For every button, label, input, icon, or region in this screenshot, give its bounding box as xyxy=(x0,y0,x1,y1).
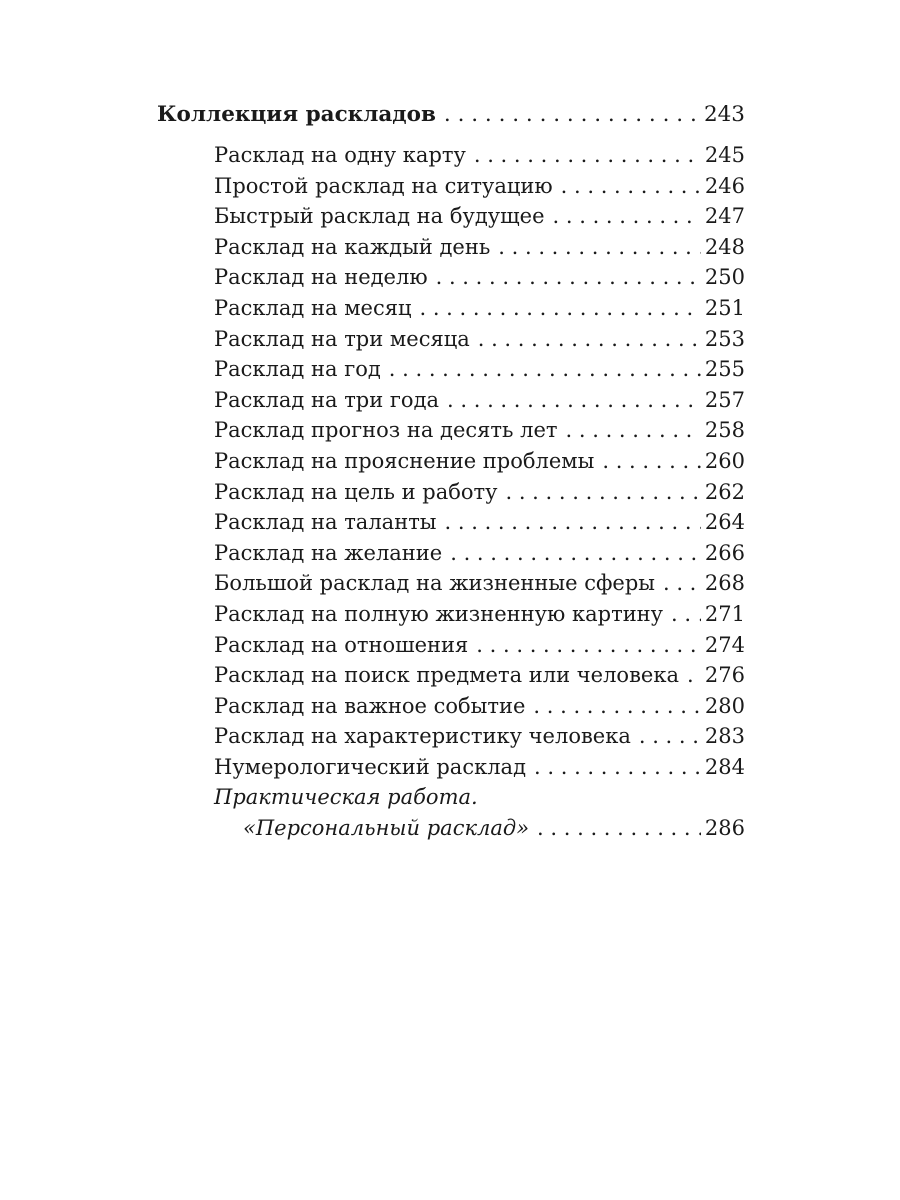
entry-page-number: 246 xyxy=(704,173,745,198)
toc-entry xyxy=(157,602,745,633)
entry-title: Расклад на прояснение проблемы xyxy=(214,448,595,473)
dot-leader xyxy=(687,663,701,687)
toc-entry xyxy=(157,174,745,205)
dot-leader xyxy=(389,357,701,381)
entry-title: Расклад на каждый день xyxy=(214,234,491,259)
entry-title: Большой расклад на жизненные сферы xyxy=(214,571,655,596)
entry-title: Расклад на неделю xyxy=(214,265,428,290)
dot-leader xyxy=(444,102,700,127)
toc-entry xyxy=(157,357,745,388)
entry-title: Расклад на одну карту xyxy=(214,143,466,167)
dot-leader xyxy=(476,633,701,657)
toc-entry xyxy=(157,541,745,572)
toc-entry xyxy=(157,327,745,358)
section-page-number: 243 xyxy=(703,102,745,127)
dot-leader xyxy=(474,143,701,167)
toc-entry xyxy=(157,510,745,541)
entry-page-number: 260 xyxy=(704,448,745,473)
entry-page-number: 255 xyxy=(704,357,745,382)
dot-leader xyxy=(498,235,701,259)
entry-title: Расклад на три месяца xyxy=(214,326,470,351)
entry-title: Расклад на желание xyxy=(214,540,443,565)
toc-entry xyxy=(157,449,745,480)
dot-leader xyxy=(450,541,701,565)
entry-page-number: 257 xyxy=(704,387,745,412)
entry-page-number: 253 xyxy=(704,326,745,351)
entry-title: Расклад на важное событие xyxy=(214,693,526,718)
entry-title: Расклад на год xyxy=(214,357,381,382)
entry-page-number: 251 xyxy=(704,295,745,320)
entry-page-number: 268 xyxy=(704,571,745,596)
entry-title: Нумерологический расклад xyxy=(214,754,527,779)
toc-entry xyxy=(157,143,745,174)
practical-title-line1: Практическая работа. xyxy=(214,785,478,810)
toc-entry xyxy=(157,480,745,511)
toc-entry xyxy=(157,204,745,235)
entry-title: Расклад на месяц xyxy=(214,295,412,320)
entry-title: Простой расклад на ситуацию xyxy=(214,173,553,198)
toc-entry xyxy=(157,296,745,327)
dot-leader xyxy=(534,755,701,779)
entry-title: Расклад на таланты xyxy=(214,510,437,535)
toc-entry xyxy=(157,418,745,449)
entry-title: Расклад на характеристику человека xyxy=(214,724,631,749)
dot-leader xyxy=(537,816,701,840)
toc-section-heading xyxy=(157,102,745,139)
dot-leader xyxy=(419,296,700,320)
entry-title: Расклад на три года xyxy=(214,387,440,412)
toc-practical-entry-line2 xyxy=(157,816,745,847)
toc-entry xyxy=(157,388,745,419)
section-title: Коллекция раскладов xyxy=(157,102,436,127)
toc-entry xyxy=(157,755,745,786)
dot-leader xyxy=(561,174,701,198)
entry-page-number: 248 xyxy=(704,234,745,259)
entry-page-number: 271 xyxy=(704,601,745,626)
dot-leader xyxy=(671,602,701,626)
table-of-contents xyxy=(157,102,745,847)
toc-practical-entry-line1 xyxy=(157,785,745,816)
dot-leader xyxy=(447,388,701,412)
entry-page-number: 284 xyxy=(704,754,745,779)
dot-leader xyxy=(553,204,701,228)
toc-entry xyxy=(157,694,745,725)
entry-page-number: 258 xyxy=(704,418,745,443)
entry-page-number: 276 xyxy=(704,663,745,688)
toc-entry xyxy=(157,663,745,694)
dot-leader xyxy=(663,571,701,595)
dot-leader xyxy=(566,418,701,442)
dot-leader xyxy=(639,724,701,748)
entry-page-number: 274 xyxy=(704,632,745,657)
toc-entry xyxy=(157,235,745,266)
practical-page-number: 286 xyxy=(704,816,745,841)
entry-page-number: 245 xyxy=(704,143,745,167)
entry-title: Расклад прогноз на десять лет xyxy=(214,418,558,443)
toc-entry xyxy=(157,633,745,664)
toc-entry xyxy=(157,571,745,602)
entry-title: Быстрый расклад на будущее xyxy=(214,204,545,229)
entry-title: Расклад на поиск предмета или человека xyxy=(214,663,679,688)
entry-page-number: 250 xyxy=(704,265,745,290)
practical-title-line2: «Персональный расклад» xyxy=(243,816,530,841)
dot-leader xyxy=(478,327,701,351)
entry-page-number: 247 xyxy=(704,204,745,229)
dot-leader xyxy=(445,510,701,534)
entry-title: Расклад на отношения xyxy=(214,632,469,657)
entry-title: Расклад на цель и работу xyxy=(214,479,498,504)
entry-page-number: 283 xyxy=(704,724,745,749)
dot-leader xyxy=(533,694,701,718)
entry-title: Расклад на полную жизненную картину xyxy=(214,601,664,626)
dot-leader xyxy=(505,480,700,504)
toc-entry xyxy=(157,265,745,296)
entry-page-number: 280 xyxy=(704,693,745,718)
entry-page-number: 266 xyxy=(704,540,745,565)
entry-page-number: 262 xyxy=(704,479,745,504)
dot-leader xyxy=(602,449,701,473)
dot-leader xyxy=(436,265,701,289)
entry-page-number: 264 xyxy=(704,510,745,535)
toc-entry xyxy=(157,724,745,755)
